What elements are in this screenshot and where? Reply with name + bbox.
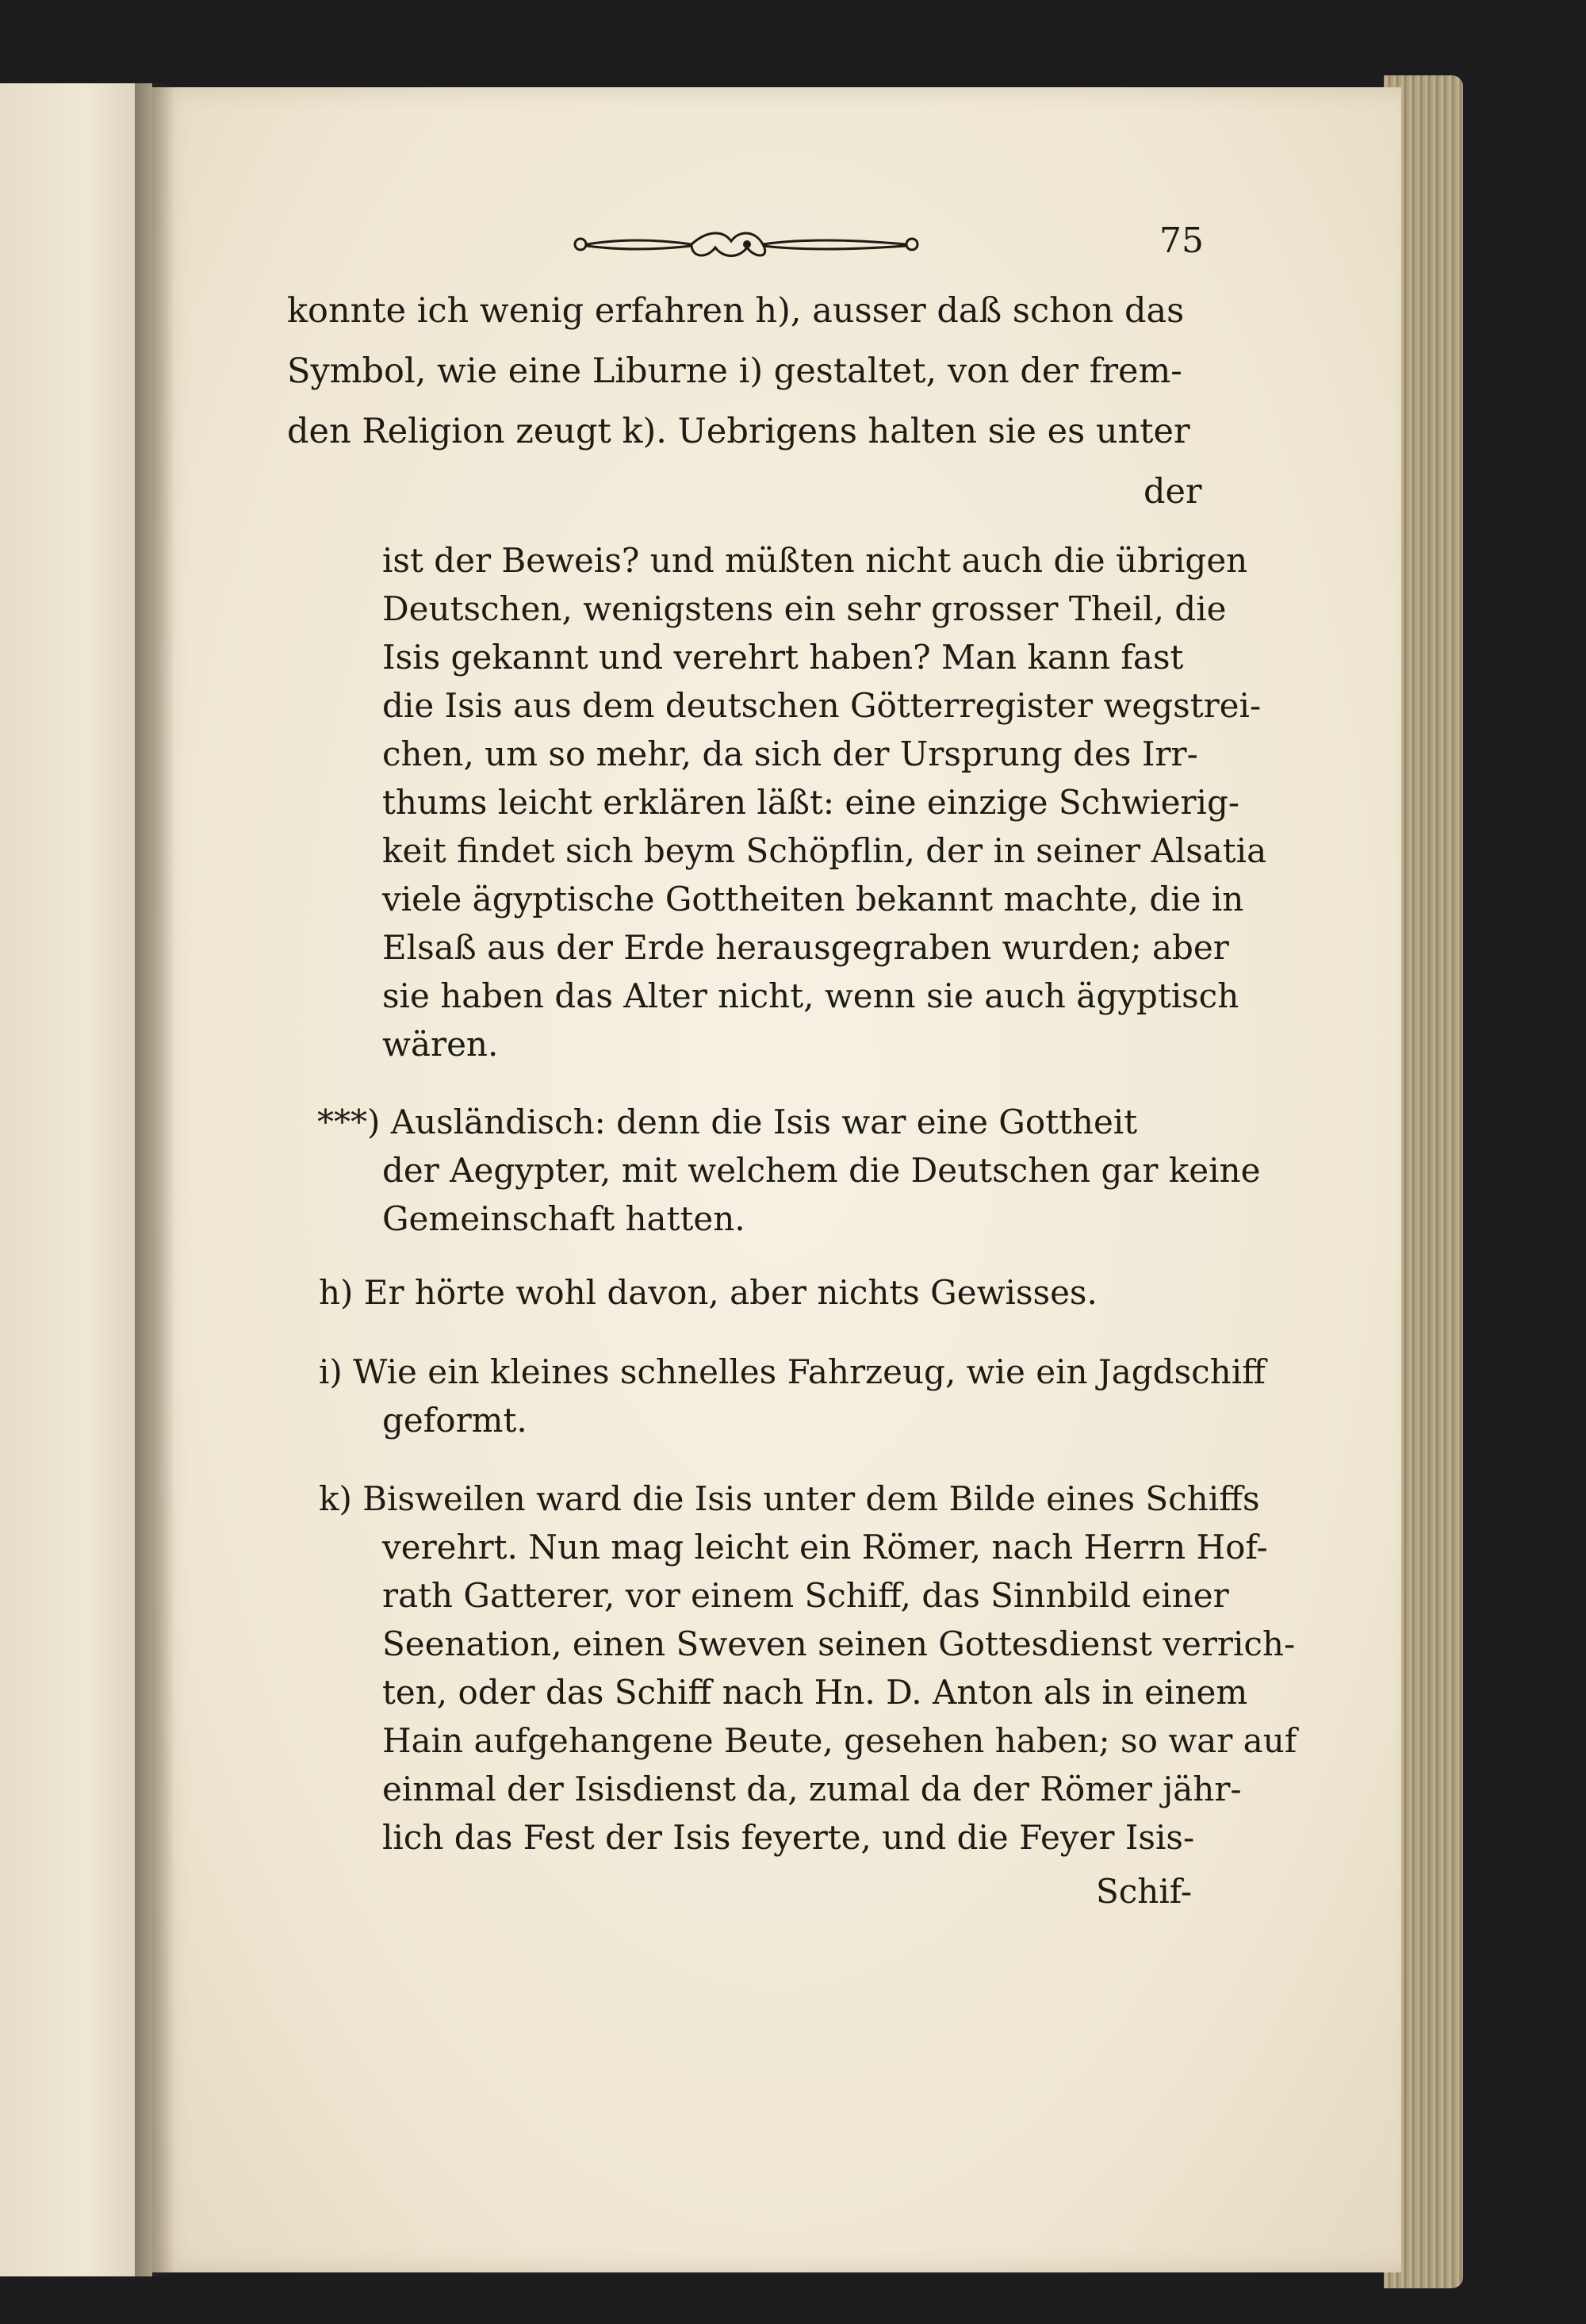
- footnote-line: chen, um so mehr, da sich der Ursprung des Irr-: [382, 734, 1198, 773]
- footnote-stars-line: ***) Ausländisch: denn die Isis war eine Gottheit: [317, 1103, 1138, 1141]
- footnote-k-line: Hain aufgehangene Beute, gesehen haben; so war auf: [382, 1721, 1297, 1760]
- footnote-h-line: h) Er hörte wohl davon, aber nichts Gewisses.: [319, 1273, 1098, 1312]
- footnote-line: die Isis aus dem deutschen Götterregister wegstrei-: [382, 686, 1262, 725]
- book-page: [152, 87, 1401, 2272]
- main-text-line: Symbol, wie eine Liburne i) gestaltet, von der frem-: [287, 351, 1182, 391]
- footnote-line: viele ägyptische Gottheiten bekannt machte, die in: [382, 880, 1244, 918]
- header-ornament-icon: [573, 230, 921, 259]
- footnote-line: wären.: [382, 1025, 499, 1064]
- footnote-stars-line: Gemeinschaft hatten.: [382, 1199, 745, 1238]
- footnote-line: ist der Beweis? und müßten nicht auch die übrigen: [382, 541, 1248, 580]
- main-text-line: den Religion zeugt k). Uebrigens halten sie es unter: [287, 412, 1190, 451]
- catchword-top: der: [1144, 472, 1202, 512]
- footnote-line: Deutschen, wenigstens ein sehr grosser Theil, die: [382, 589, 1227, 628]
- spine-shadow: [135, 83, 174, 2276]
- footnote-k-line: k) Bisweilen ward die Isis unter dem Bilde eines Schiffs: [319, 1479, 1260, 1518]
- catchword-bottom: Schif-: [1096, 1872, 1193, 1911]
- footnote-line: Elsaß aus der Erde herausgegraben wurden; aber: [382, 928, 1229, 967]
- footnote-line: Isis gekannt und verehrt haben? Man kann fast: [382, 638, 1184, 677]
- footnote-line: thums leicht erklären läßt: eine einzige Schwierig-: [382, 783, 1240, 822]
- footnote-k-line: ten, oder das Schiff nach Hn. D. Anton als in einem: [382, 1673, 1248, 1712]
- footnote-k-line: verehrt. Nun mag leicht ein Römer, nach Herrn Hof-: [382, 1528, 1268, 1567]
- footnote-k-line: rath Gatterer, vor einem Schiff, das Sinnbild einer: [382, 1576, 1229, 1615]
- footnote-i-line: geformt.: [382, 1401, 527, 1440]
- footnote-line: keit findet sich beym Schöpflin, der in seiner Alsatia: [382, 831, 1267, 870]
- footnote-stars-line: der Aegypter, mit welchem die Deutschen gar keine: [382, 1151, 1261, 1190]
- footnote-i-line: i) Wie ein kleines schnelles Fahrzeug, wie ein Jagdschiff: [319, 1352, 1266, 1391]
- footnote-k-line: lich das Fest der Isis feyerte, und die Feyer Isis-: [382, 1818, 1195, 1857]
- main-text-line: konnte ich wenig erfahren h), ausser daß schon das: [287, 291, 1185, 331]
- footnote-k-line: Seenation, einen Sweven seinen Gottesdienst verrich-: [382, 1624, 1296, 1663]
- previous-page-edge: [0, 83, 152, 2276]
- page-number: 75: [1159, 221, 1204, 261]
- footnote-line: sie haben das Alter nicht, wenn sie auch ägyptisch: [382, 976, 1239, 1015]
- footnote-k-line: einmal der Isisdienst da, zumal da der Römer jähr-: [382, 1770, 1242, 1808]
